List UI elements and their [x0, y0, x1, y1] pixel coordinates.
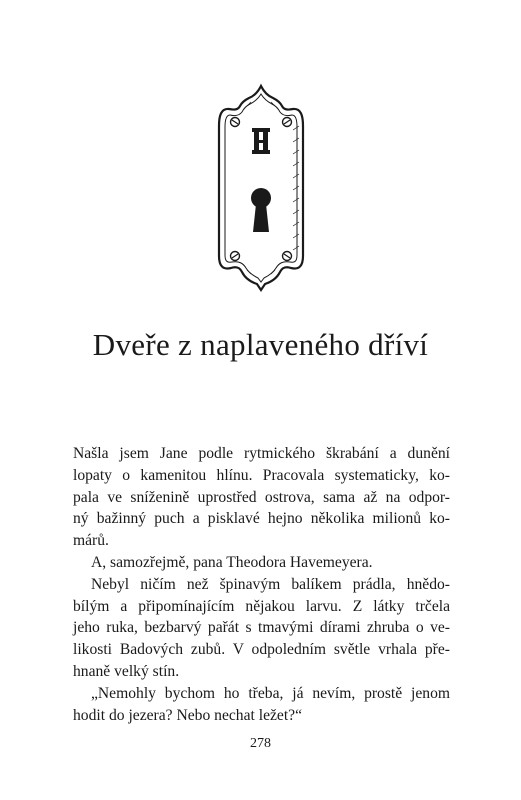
text-line: „Nemohly bychom ho třeba, já nevím, prostě jenom: [91, 684, 450, 702]
keyhole-escutcheon-icon: [207, 80, 315, 292]
text-line: likosti Badových zubů. V odpoledním světle vrhala pře-: [73, 641, 450, 659]
text-line: jeho ruka, bezbarvý pařát s tmavými dírami zhruba o ve-: [73, 619, 450, 637]
text-line: Nebyl ničím než špinavým balíkem prádla, hnědo-: [91, 575, 450, 593]
text-line: lopaty o kamenitou hlínu. Pracovala systematicky, ko-: [73, 466, 450, 484]
text-line: bílým a připomínajícím nějakou larvu. Z látky trčela: [73, 597, 450, 615]
chapter-text: [73, 443, 450, 726]
page-number: 278: [250, 736, 271, 751]
chapter-title: Dveře z naplaveného dříví: [92, 327, 429, 362]
text-line: Našla jsem Jane podle rytmického škrabání a dunění: [73, 445, 450, 462]
text-line: A, samozřejmě, pana Theodora Havemeyera.: [91, 553, 373, 571]
text-line: hodit do jezera? Nebo nechat ležet?“: [73, 706, 303, 724]
text-line: ný bažinný puch a pisklavé hejno několika milionů ko-: [73, 510, 450, 528]
text-line: hnaně velký stín.: [73, 662, 180, 680]
text-line: márů.: [73, 532, 109, 550]
text-line: pala ve sníženině uprostřed ostrova, sama až na odpor-: [73, 488, 450, 506]
